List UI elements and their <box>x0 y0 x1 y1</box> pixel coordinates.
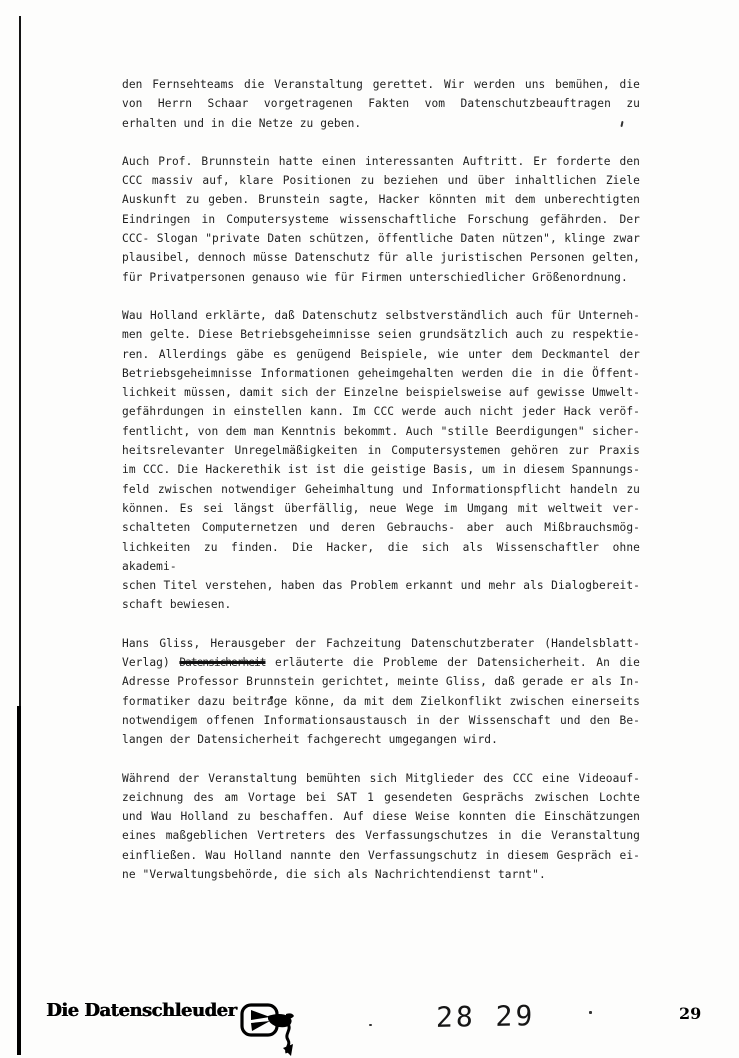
paragraph <box>122 769 640 885</box>
scan-speck <box>589 1011 592 1014</box>
text-line: lichkeit müssen, damit sich der Einzelne beispielsweise auf gewisse Umwelt- <box>122 386 640 400</box>
text-line: erhalten und in die Netze zu geben. <box>122 116 362 130</box>
text-line: schaft bewiesen. <box>122 598 232 612</box>
text-line: Adresse Professor Brunnstein gerichtet, meinte Gliss, daß gerade er als In- <box>122 675 640 689</box>
paragraph <box>122 75 640 133</box>
text-line: und Wau Holland zu beschaffen. Auf diese Weise konnten die Einschätzungen <box>122 810 640 824</box>
text-block <box>122 75 640 903</box>
paragraph <box>122 306 640 615</box>
scan-artifact-line-top <box>19 16 21 708</box>
text-line: Verlag) Datensicherheit erläuterte die Probleme der Datensicherheit. An die <box>122 656 640 670</box>
text-line: CCC- Slogan "private Daten schützen, öffentliche Daten nützen", klinge zwar <box>122 232 640 246</box>
datenschleuder-logo <box>46 998 302 1058</box>
text-line: CCC massiv auf, klare Positionen zu beziehen und über inhaltlichen Ziele <box>122 174 640 188</box>
hand-sling-icon <box>240 998 302 1058</box>
text-line: ne "Verwaltungsbehörde, die sich als Nachrichtendienst tarnt". <box>122 867 546 881</box>
text-line: lichkeiten zu finden. Die Hacker, die sich als Wissenschaftler ohne akademi- <box>122 540 640 573</box>
text-line: ren. Allerdings gäbe es genügend Beispiele, wie unter dem Deckmantel der <box>122 347 640 361</box>
scan-speck <box>369 1024 372 1026</box>
text-line: können. Es sei längst überfällig, neue Wege im Umgang mit weltweit ver- <box>122 501 640 515</box>
text-line: feld zwischen notwendiger Geheimhaltung und Informationspflicht handeln zu <box>122 482 640 496</box>
logo-text: Die Datenschleuder <box>46 1000 237 1021</box>
text-line: von Herrn Schaar vorgetragenen Fakten vom Datenschutzbeauftragen zu <box>122 97 640 111</box>
text-line: Wau Holland erklärte, daß Datenschutz selbstverständlich auch für Unterneh- <box>122 308 640 322</box>
text-line: Hans Gliss, Herausgeber der Fachzeitung Datenschutzberater (Handelsblatt- <box>122 636 640 650</box>
text-line: eines maßgeblichen Vertreters des Verfassungschutzes in die Veranstaltung <box>122 829 640 843</box>
text-line: im CCC. Die Hackerethik ist ist die geistige Basis, um in diesem Spannungs- <box>122 463 640 477</box>
handwritten-page-numbers: 28 29 <box>435 999 536 1034</box>
text-line: plausibel, dennoch müsse Datenschutz für alle juristischen Personen gelten, <box>122 251 640 265</box>
text-line: Während der Veranstaltung bemühten sich Mitglieder des CCC eine Videoauf- <box>122 771 640 785</box>
text-line: men gelte. Diese Betriebsgeheimnisse seien grundsätzlich auch zu respektie- <box>122 328 640 342</box>
text-line: schalteten Computernetzen und deren Gebrauchs- aber auch Mißbrauchsmög- <box>122 521 640 535</box>
scan-artifact-line-bottom <box>17 706 21 1055</box>
text-line: fentlicht, von dem man Kenntnis bekommt. Auch "stille Beerdigungen" sicher- <box>122 424 640 438</box>
text-line: Eindringen in Computersysteme wissenschaftliche Forschung gefährden. Der <box>122 212 640 226</box>
struck-out-word: Datensicherheit <box>179 656 266 670</box>
text-line: zeichnung des am Vortage bei SAT 1 gesendeten Gesprächs zwischen Lochte <box>122 790 640 804</box>
text-line: langen der Datensicherheit fachgerecht umgegangen wird. <box>122 733 498 747</box>
text-line: gefährdungen in einstellen kann. Im CCC werde auch nicht jeder Hack veröf- <box>122 405 640 419</box>
text-line: schen Titel verstehen, haben das Problem erkannt und mehr als Dialogbereit- <box>122 579 640 593</box>
text-line: für Privatpersonen genauso wie für Firmen unterschiedlicher Größenordnung. <box>122 270 628 284</box>
text-line: formatiker dazu beitrage könne, da mit dem Zielkonflikt zwischen einerseits <box>122 694 640 708</box>
text-line: heitsrelevanter Unregelmäßigkeiten in Computersystemen gehören zur Praxis <box>122 444 640 458</box>
text-line: Auskunft zu geben. Brunstein sagte, Hacker könnten mit dem unberechtigten <box>122 193 640 207</box>
paragraph <box>122 152 640 287</box>
text-line: den Fernsehteams die Veranstaltung gerettet. Wir werden uns bemühen, die <box>122 78 640 91</box>
paragraph <box>122 634 640 750</box>
text-line: Betriebsgeheimnisse Informationen geheimgehalten werden die in die Öffent- <box>122 366 640 380</box>
page-number: 29 <box>679 1004 702 1023</box>
text-line: Auch Prof. Brunnstein hatte einen interessanten Auftritt. Er forderte den <box>122 154 640 168</box>
text-line: einfließen. Wau Holland nannte den Verfassungschutz in diesem Gespräch ei- <box>122 848 640 862</box>
text-line: notwendigem offenen Informationsaustausch in der Wissenschaft und den Be- <box>122 713 640 727</box>
